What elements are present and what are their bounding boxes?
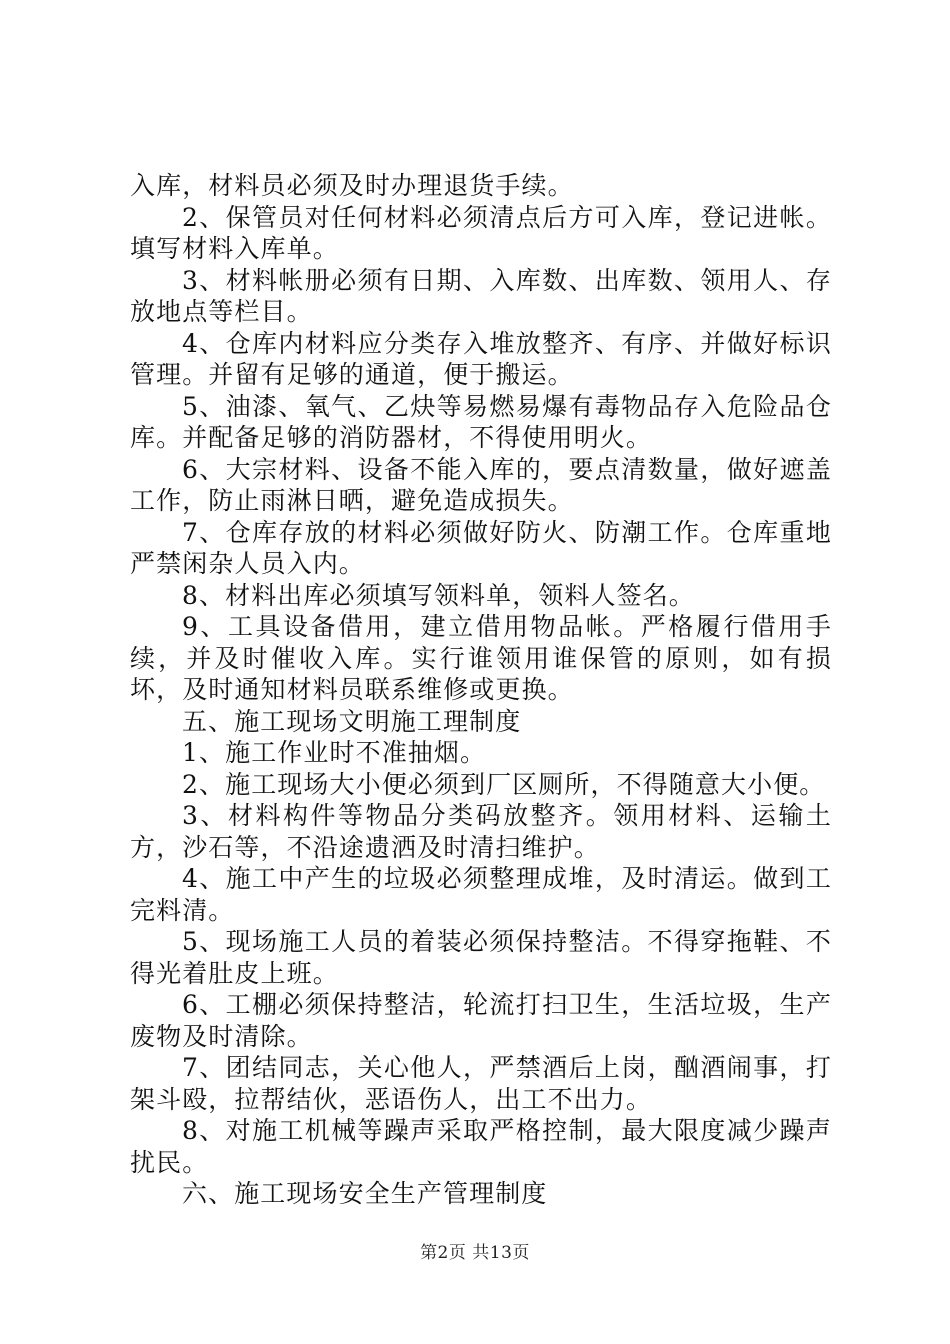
- paragraph: 6、大宗材料、设备不能入库的，要点清数量，做好遮盖工作，防止雨淋日晒，避免造成损失。: [130, 454, 832, 515]
- paragraph: 入库，材料员必须及时办理退货手续。: [130, 171, 574, 200]
- page-number-footer: 第2页 共13页: [420, 1243, 530, 1263]
- document-body: [130, 170, 832, 1210]
- paragraph: 3、材料构件等物品分类码放整齐。领用材料、运输土方，沙石等，不沿途遗洒及时清扫维护。: [130, 801, 832, 862]
- paragraph: 8、对施工机械等躁声采取严格控制，最大限度减少躁声扰民。: [130, 1116, 832, 1177]
- section-heading: 五、施工现场文明施工理制度: [182, 706, 522, 736]
- paragraph: 1、施工作业时不准抽烟。: [182, 738, 487, 767]
- paragraph: 3、材料帐册必须有日期、入库数、出库数、领用人、存放地点等栏目。: [130, 265, 832, 326]
- paragraph: 2、施工现场大小便必须到厂区厕所，不得随意大小便。: [182, 769, 826, 799]
- paragraph: 4、仓库内材料应分类存入堆放整齐、有序、并做好标识管理。并留有足够的通道，便于搬运。: [130, 328, 832, 389]
- paragraph: 7、仓库存放的材料必须做好防火、防潮工作。仓库重地严禁闲杂人员入内。: [130, 517, 832, 578]
- paragraph: 9、工具设备借用，建立借用物品帐。严格履行借用手续，并及时催收入库。实行谁领用谁保管的原则，如有损坏，及时通知材料员联系维修或更换。: [130, 612, 832, 704]
- paragraph: 7、团结同志，关心他人，严禁酒后上岗，酗酒闹事，打架斗殴，拉帮结伙，恶语伤人，出工不出力。: [130, 1053, 832, 1114]
- paragraph: 5、油漆、氧气、乙炔等易燃易爆有毒物品存入危险品仓库。并配备足够的消防器材，不得使用明火。: [130, 391, 832, 452]
- section-heading: 六、施工现场安全生产管理制度: [182, 1179, 548, 1208]
- paragraph: 2、保管员对任何材料必须清点后方可入库，登记进帐。填写材料入库单。: [130, 202, 832, 263]
- paragraph: 6、工棚必须保持整洁，轮流打扫卫生，生活垃圾，生产废物及时清除。: [130, 990, 832, 1051]
- paragraph: 8、材料出库必须填写领料单，领料人签名。: [182, 580, 695, 610]
- paragraph: 5、现场施工人员的着装必须保持整洁。不得穿拖鞋、不得光着肚皮上班。: [130, 927, 832, 988]
- paragraph: 4、施工中产生的垃圾必须整理成堆，及时清运。做到工完料清。: [130, 864, 832, 925]
